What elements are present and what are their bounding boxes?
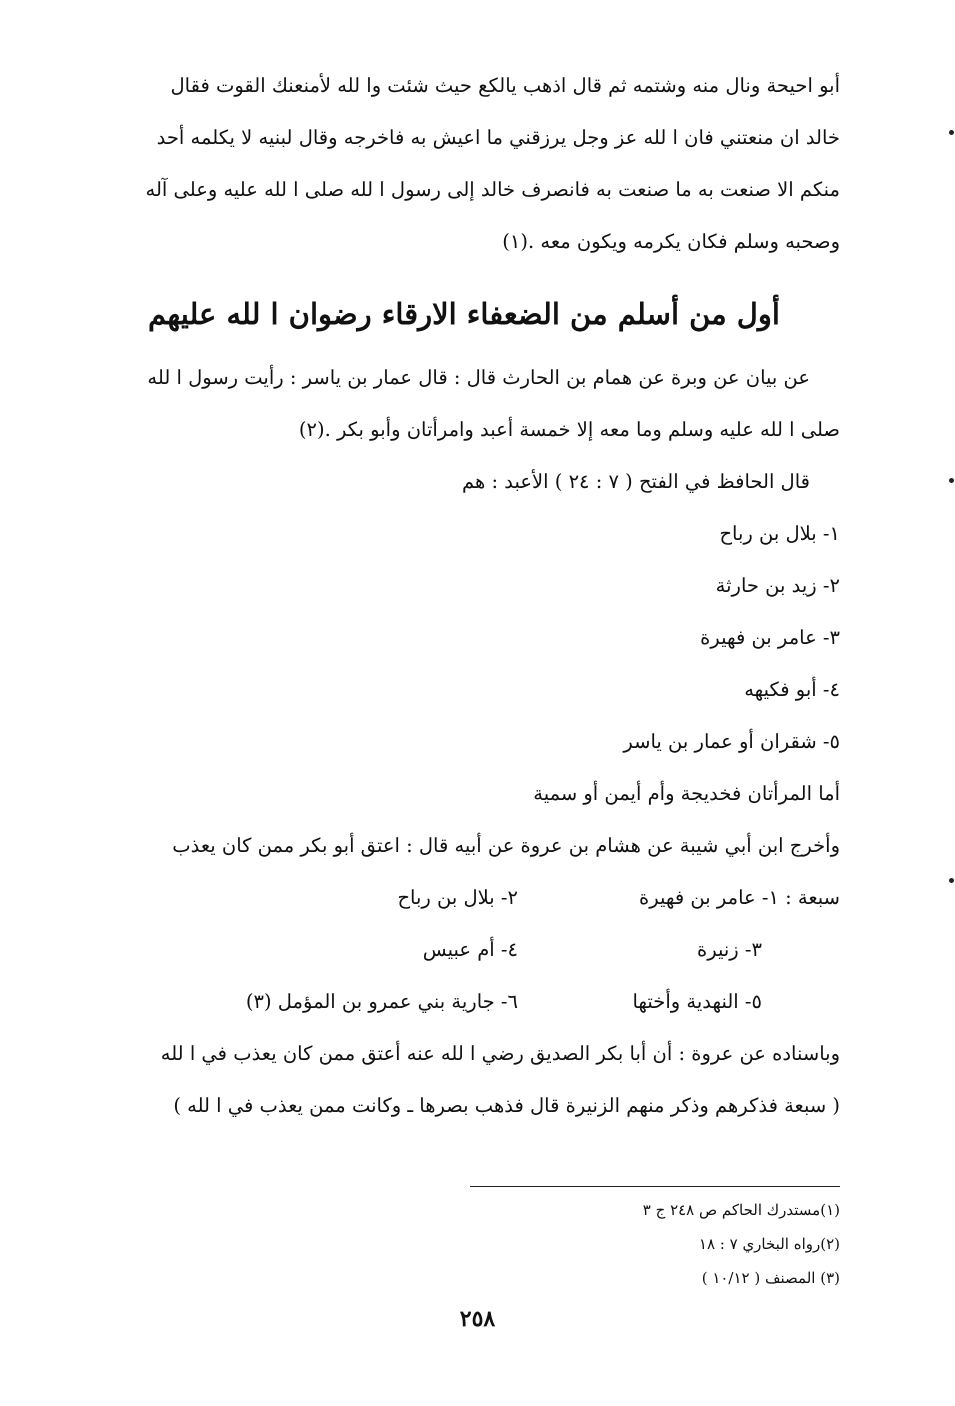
scan-edge-mark [949,478,954,483]
text-line: عن بيان عن وبرة عن همام بن الحارث قال : قال عمار بن ياسر : رأيت رسول ا لله [147,366,810,389]
text-line: صلى ا لله عليه وسلم وما معه إلا خمسة أعبد وامرأتان وأبو بكر .(٢) [298,418,840,441]
page-body [88,60,840,1132]
text-line: قال الحافظ في الفتح ( ٧ : ٢٤ ) الأعبد : هم [462,470,810,493]
slaves-list [88,508,840,768]
table-cell: ٣- زنيرة [697,938,762,961]
text-line: ( سبعة فذكرهم وذكر منهم الزنيرة قال فذهب بصرها ـ وكانت ممن يعذب في ا لله ) [173,1094,840,1117]
scan-edge-mark [949,130,954,135]
page-number: ٢٥٨ [459,1306,496,1332]
text-line: خالد ان منعتني فان ا لله عز وجل يرزقني ما اعيش به فاخرجه وقال لبنيه لا يكلمه أحد [156,126,840,149]
women-line: أما المرأتان فخديجة وأم أيمن أو سمية [533,782,840,805]
table-row [88,924,840,976]
footnote: (٣) المصنف ( ١٠/١٢ ) [701,1269,840,1287]
section-heading: أول من أسلم من الضعفاء الارقاء رضوان ا لله عليهم [148,297,780,331]
table-cell: سبعة : ١- عامر بن فهيرة [639,886,840,909]
hadith-paragraph [88,352,840,508]
footnotes [470,1186,840,1295]
table-cell: ٢- بلال بن رباح [397,886,518,909]
footnote: (١)مستدرك الحاكم ص ٢٤٨ ج ٣ [642,1201,840,1219]
table-cell: ٦- جارية بني عمرو بن المؤمل (٣) [245,990,518,1013]
list-item: ٢- زيد بن حارثة [715,574,840,597]
table-row [88,872,840,924]
table-cell: ٤- أم عبيس [422,938,518,961]
scan-edge-mark [949,878,954,883]
footnote: (٢)رواه البخاري ٧ : ١٨ [698,1235,840,1253]
list-item: ٣- عامر بن فهيرة [700,626,840,649]
freed-slaves-table [88,872,840,1028]
text-line: منكم الا صنعت به ما صنعت به فانصرف خالد إلى رسول ا لله صلى ا لله عليه وعلى آله [145,178,840,201]
table-row [88,976,840,1028]
text-line: أبو احيحة ونال منه وشتمه ثم قال اذهب يالكع حيث شئت وا لله لأمنعنك القوت فقال [170,74,840,97]
list-item: ٤- أبو فكيهه [744,678,840,701]
table-cell: ٥- النهدية وأختها [632,990,762,1013]
text-line: وباسناده عن عروة : أن أبا بكر الصديق رضي ا لله عنه أعتق ممن كان يعذب في ا لله [160,1042,840,1065]
list-item: ١- بلال بن رباح [719,522,840,545]
closing-paragraph [88,1028,840,1132]
list-item: ٥- شقران أو عمار بن ياسر [623,730,840,753]
intro-paragraph [88,60,840,268]
text-line: وأخرج ابن أبي شيبة عن هشام بن عروة عن أبيه قال : اعتق أبو بكر ممن كان يعذب [172,834,840,857]
text-line: وصحبه وسلم فكان يكرمه ويكون معه .(١) [502,230,840,253]
